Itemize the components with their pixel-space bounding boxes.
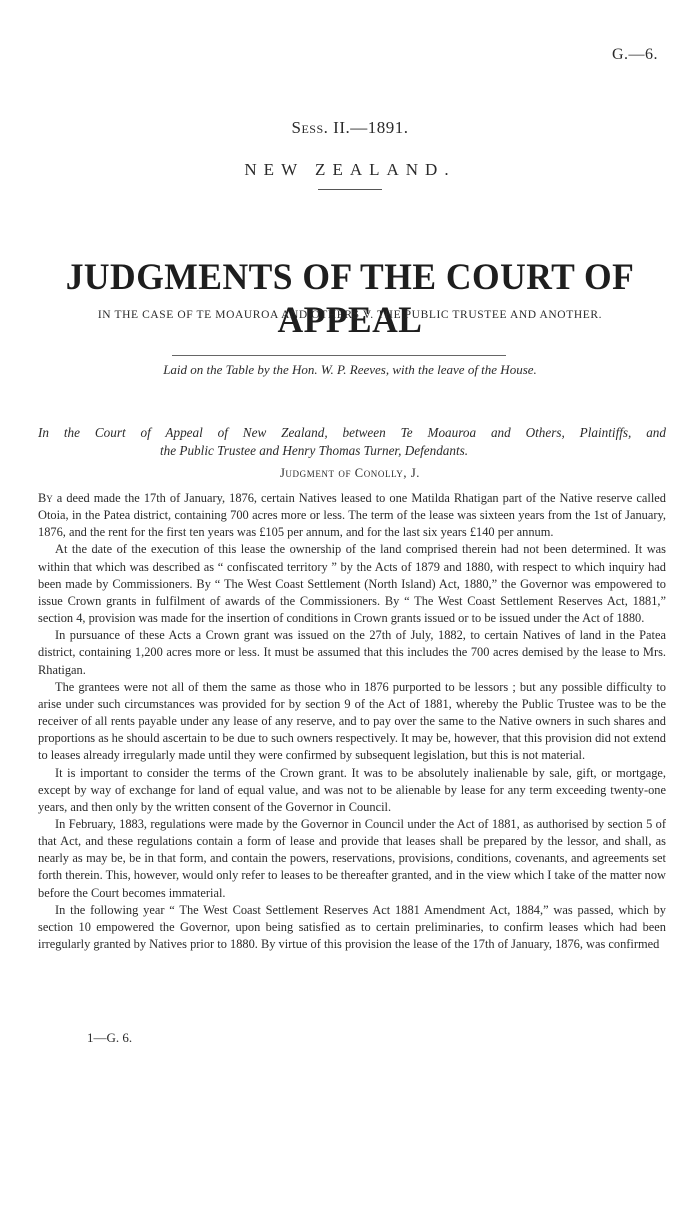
- first-word: By: [38, 491, 53, 505]
- paragraph-2: At the date of the execution of this lease the ownership of the land comprised therein had not been determined. It was within that which was described as “ confiscated territory ” by the Acts of 1879 and 1880, with respect to which inquiry had been made by Commissioners. By “ The West Coast Settlement (North Island) Act, 1880,” the Governor was empowered to issue Crown grants in fulfilment of awards of the Commissioners. By “ The West Coast Settlement Reserves Act, 1881,” section 4, provision was made for the insertion of conditions in Crown grants issued or to be issued under the Act of 1880.: [38, 542, 666, 626]
- paragraph-1: [38, 490, 666, 541]
- short-divider: [318, 189, 382, 190]
- document-subtitle: IN THE CASE OF TE MOAUROA AND OTHERS V. THE PUBLIC TRUSTEE AND ANOTHER.: [97, 309, 603, 321]
- session-number: II.—1891.: [328, 118, 409, 137]
- document-title: JUDGMENTS OF THE COURT OF APPEAL: [65, 257, 635, 341]
- footer-reference: 1—G. 6.: [87, 1030, 133, 1045]
- session-prefix: Sess.: [291, 118, 329, 137]
- paragraph-4: The grantees were not all of them the same as those who in 1876 purported to be lessors ; but any possible difficulty to arise under such circumstances was provided for by section 9 of the Act of 1881, whereby the Public Trustee was to be the receiver of all rents payable under any lease of any reserve, and to pay over the same to the Native owners in such shares and proportions as he should ascertain to be due to such owners respectively. It may be, however, that this provision did not extend to leases already irregularly made until they were confirmed by subsequent legislation, but this is not material.: [38, 679, 666, 763]
- court-heading-line-1: In the Court of Appeal of New Zealand, between Te Moauroa and Others, Plaintiffs, and: [38, 425, 666, 440]
- divider: [172, 355, 506, 356]
- paragraph-1-text: a deed made the 17th of January, 1876, certain Natives leased to one Matilda Rhatigan part of the Native reserve called Otoia, in the Patea district, containing 700 acres more or less. The term of the lease was sixteen years from the 1st of January, 1876, and the rent for the first ten years was £105 per annum, and for the last six years £140 per annum.: [38, 491, 666, 540]
- judgment-body: [38, 490, 666, 953]
- page-reference: G.—6.: [611, 46, 658, 63]
- court-heading: [38, 424, 666, 460]
- laid-on-table-note: Laid on the Table by the Hon. W. P. Reeves, with the leave of the House.: [163, 362, 537, 377]
- paragraph-7: In the following year “ The West Coast Settlement Reserves Act 1881 Amendment Act, 1884,” was passed, which by section 10 empowered the Governor, upon being satisfied as to certain preliminaries, to confirm leases which had been irregularly granted by Natives prior to 1880. By virtue of this provision the lease of the 17th of January, 1876, was confirmed: [38, 902, 666, 952]
- court-heading-line-2: the Public Trustee and Henry Thomas Turner, Defendants.: [160, 443, 469, 458]
- session-line: [0, 118, 700, 138]
- country-title: NEW ZEALAND.: [244, 160, 456, 179]
- judgment-heading: Judgment of Conolly, J.: [279, 466, 421, 480]
- paragraph-5: It is important to consider the terms of the Crown grant. It was to be absolutely inalienable by sale, gift, or mortgage, except by way of exchange for land of equal value, and was not to be alienable by lease for any term exceeding twenty-one years, and then only by the written consent of the Governor in Council.: [38, 765, 666, 814]
- paragraph-3: In pursuance of these Acts a Crown grant was issued on the 27th of July, 1882, to certain Natives of land in the Patea district, containing 1,200 acres more or less. It must be assumed that this includes the 700 acres demised by the lease to Mrs. Rhatigan.: [38, 628, 666, 677]
- paragraph-6: In February, 1883, regulations were made by the Governor in Council under the Act of 1881, as authorised by section 5 of that Act, and these regulations contain a form of lease and provide that leases shall be prepared by the lessor, and shall, as nearly as may be, be in that form, and contain the powers, reservations, provisions, conditions, covenants, and agreements set forth therein. This, however, would only refer to leases to be thereafter granted, and in the view which I take of the matter now before the Court becomes immaterial.: [38, 816, 666, 900]
